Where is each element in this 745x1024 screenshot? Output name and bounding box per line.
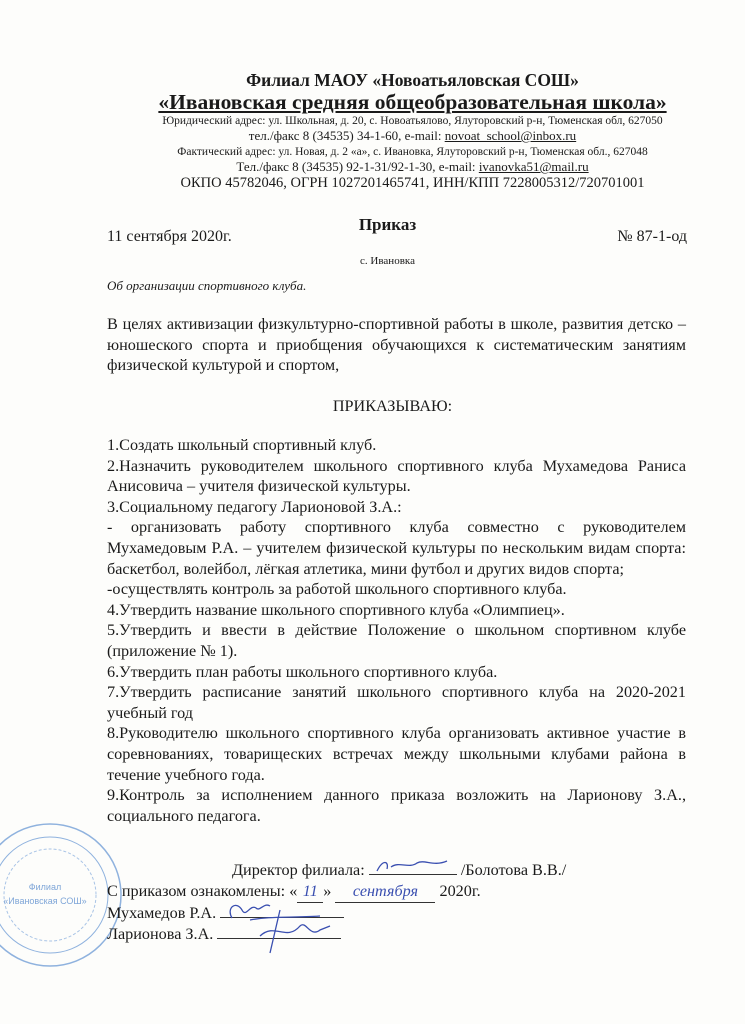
person-1-line xyxy=(107,903,686,924)
signature-block xyxy=(3,860,686,945)
phone-2 xyxy=(40,159,745,175)
svg-text:«Ивановская СОШ»: «Ивановская СОШ» xyxy=(3,896,87,907)
email-2-link[interactable]: ivanovka51@mail.ru xyxy=(478,159,589,174)
order-item: 7.Утвердить расписание занятий школьного спортивного клуба на 2020-2021 учебный год xyxy=(107,683,686,722)
director-line xyxy=(107,860,686,881)
acq-year: 2020г. xyxy=(439,882,481,901)
director-signature xyxy=(369,860,457,875)
director-name: /Болотова В.В./ xyxy=(460,861,567,880)
order-body-column xyxy=(3,435,686,945)
actual-address: Фактический адрес: ул. Новая, д. 2 «а», с. Ивановка, Ялуторовский р-н, Тюменская обл., 627048 xyxy=(177,146,648,158)
order-item: - организовать работу спортивного клуба совместно с руководителем Мухамедовым Р.А. – учителем физической культуры по нескольким видам спорта: баскетбол, волейбол, лёгкая атлетика, мини футбол и других видов спорта; xyxy=(107,518,686,578)
acq-quote: » xyxy=(323,882,332,901)
email-1-link[interactable]: novoat_school@inbox.ru xyxy=(444,128,577,143)
acquainted-line xyxy=(107,881,686,903)
order-number: № 87-1-од xyxy=(617,228,687,245)
svg-text:Филиал: Филиал xyxy=(28,882,62,893)
legal-address: Юридический адрес: ул. Школьная, д. 20, с. Новоатьялово, Ялуторовский р-н, Тюменская обл, 627050 xyxy=(162,115,663,127)
order-item: 9.Контроль за исполнением данного приказа возложить на Ларионову З.А., социального педагога. xyxy=(107,786,686,825)
acq-month: сентября xyxy=(335,881,435,903)
order-subject: Об организации спортивного клуба. xyxy=(107,278,307,293)
acq-day: 11 xyxy=(297,881,323,903)
director-label: Директор филиала: xyxy=(232,861,365,880)
order-item: 6.Утвердить план работы школьного спортивного клуба. xyxy=(107,662,498,681)
person-2-line xyxy=(107,924,686,945)
order-items xyxy=(107,435,686,826)
order-item: -осуществлять контроль за работой школьного спортивного клуба. xyxy=(107,580,567,599)
order-date: 11 сентября 2020г. xyxy=(107,228,232,245)
preamble: В целях активизации физкультурно-спортивной работы в школе, развития детско –юношеского спорта и приобщения обучающихся к систематическим занятиям физической культурой и спортом, xyxy=(107,315,686,375)
order-item: 5.Утвердить и ввести в действие Положение о школьном спортивном клубе (приложение № 1). xyxy=(107,621,686,660)
org-line-2: «Ивановская средняя общеобразовательная школа» xyxy=(158,90,667,114)
order-title: Приказ xyxy=(358,215,417,234)
org-line-1: Филиал МАОУ «Новоатьяловская СОШ» xyxy=(246,70,579,90)
order-item: 1.Создать школьный спортивный клуб. xyxy=(107,436,377,454)
order-item: 8.Руководителю школьного спортивного клуба организовать активное участие в соревнованиях, товарищеских встречах между школьными клубами района в течение учебного года. xyxy=(107,724,686,784)
phone-2-text: Тел./факс 8 (34535) 92-1-31/92-1-30, e-mail: xyxy=(236,159,479,174)
handwritten-signatures xyxy=(220,898,350,963)
person-1-name: Мухамедов Р.А. xyxy=(107,904,217,923)
phone-1-text: тел./факс 8 (34535) 34-1-60, e-mail: xyxy=(248,128,445,143)
command-heading: ПРИКАЗЫВАЮ: xyxy=(332,397,453,415)
order-item: 4.Утвердить название школьного спортивного клуба «Олимпиец». xyxy=(107,600,565,619)
acquainted-label: С приказом ознакомлены: « xyxy=(107,882,298,901)
person-2-name: Ларионова З.А. xyxy=(107,925,214,944)
order-item: 3.Социальному педагогу Ларионовой З.А.: xyxy=(107,497,402,516)
phone-1 xyxy=(40,128,745,144)
org-codes: ОКПО 45782046, ОГРН 1027201465741, ИНН/КПП 7228005312/720701001 xyxy=(180,175,645,191)
order-item: 2.Назначить руководителем школьного спортивного клуба Мухамедова Раниса Анисовича – учителя физической культуры. xyxy=(107,456,686,496)
order-place: с. Ивановка xyxy=(360,255,415,267)
